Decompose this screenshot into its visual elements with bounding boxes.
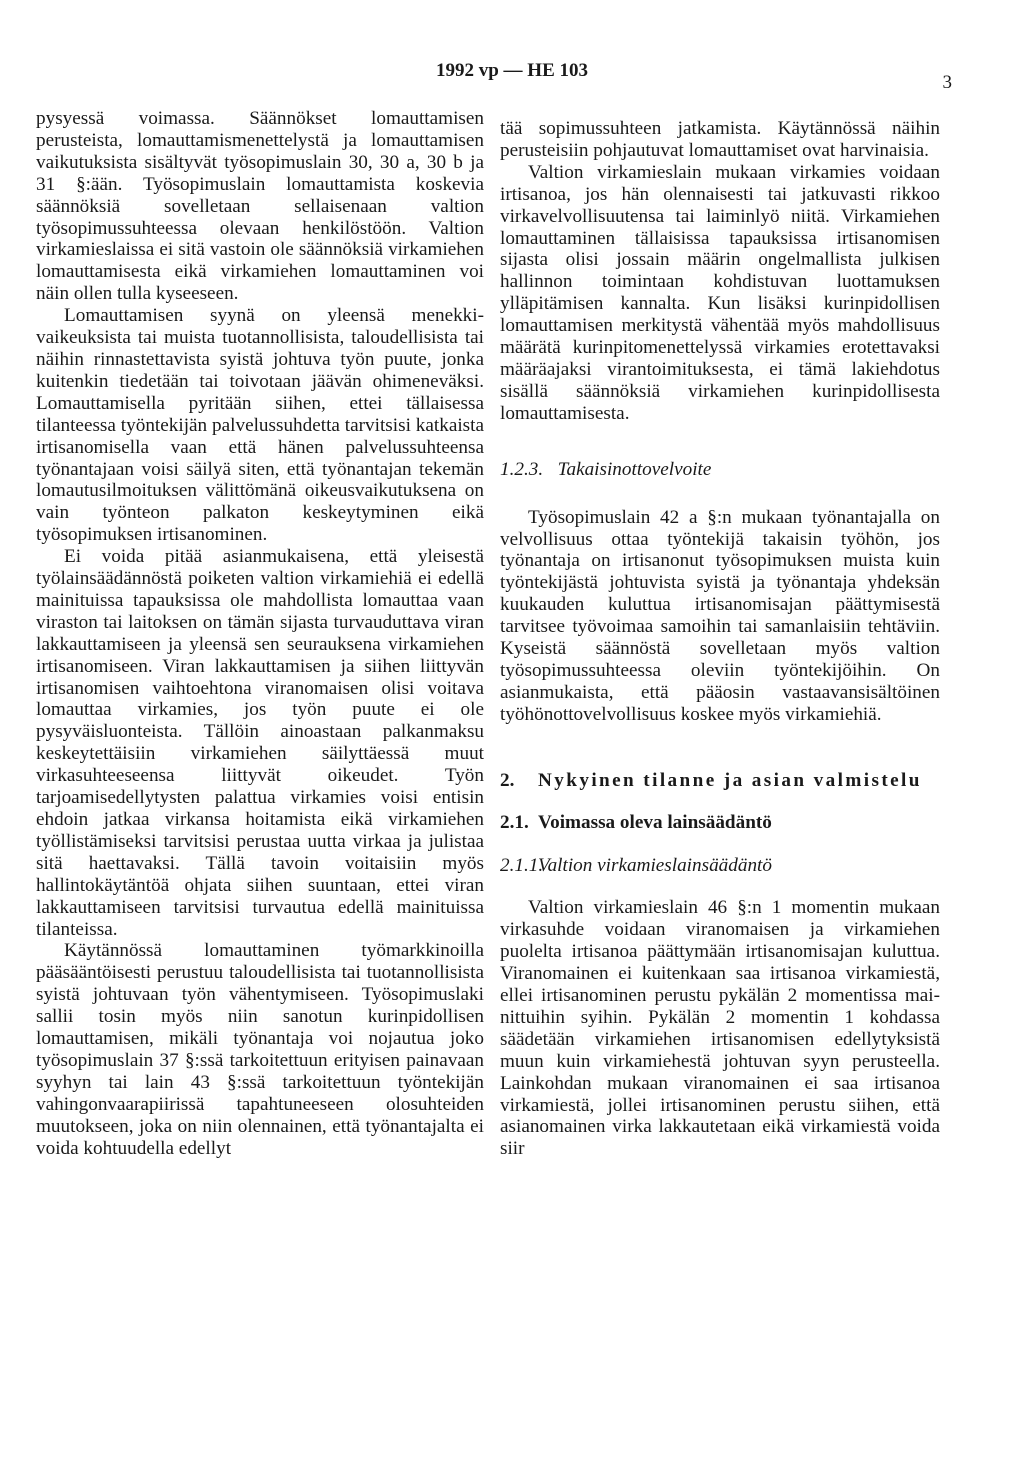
document-title: 1992 vp — HE 103 [435,60,589,81]
section-number: 2.1. [500,811,529,833]
paragraph: Valtion virkamieslain mukaan virkamies voidaan irtisanoa, jos hän olennaisesti tai jatkuvasti rikkoo virkavelvollisuutensa tai laiminlyö niitä. Virkamiehen lomauttaminen tällaisissa tapauksissa irtisanomisen sijasta olisi jossain määrin ongelmallista julkisen hallinnon toimintaan kohdistuvan luottamuksen ylläpitämisen kannalta. Kun lisäksi kurinpidollisen lomauttamisen merkitystä vähentää myös mahdollisuus määrätä kurinpitomenettelyssä virkamies erotettavaksi määräajaksi virantoimituksesta, ei tämä lakiehdotus sisällä säännöksiä virkamiehen kurinpidollisesta lomauttamisesta. [500,161,940,424]
section-title: Voimassa oleva lainsäädäntö [538,811,772,833]
subsection-title: Takaisinottovelvoite [557,458,712,480]
subsection-number: 1.2.3. [500,458,544,480]
subsection-heading-1-2-3 [500,459,940,481]
paragraph: Työsopimuslain 42 a §:n mukaan työnantajalla on velvollisuus ottaa työntekijä takaisin työhön, jos työnantaja on irtisanonut työsopimuksen muista kuin työntekijästä johtuvista syistä ja työnantaja yhdeksän kuukauden kuluttua irtisanomisajan päättymisestä tarvitsee työvoimaa samoihin tai samanlaisiin tehtäviin. Kyseistä säännöstä sovelletaan myös valtion työsopimussuhteessa oleviin työntekijöihin. On asianmukaista, että pääosin vastaavansisältöinen työhönottovelvollisuus koskee myös virkamiehiä. [500,506,940,725]
section-heading-2-1 [500,812,940,834]
right-column [500,118,940,1160]
paragraph: Ei voida pitää asianmukaisena, että yleisestä työlainsäädännöstä poiketen valtion virkamiehiä ei edellä mainituissa tapauksissa ole mahdollista lomauttaa vaan viraston tai laitoksen on tämän sijasta turvauduttava viran lakkauttamiseen ja yleensä sen seurauksena virkamiehen irtisanomiseen. Viran lakkauttamisen ja siihen liittyvän irtisanomisen vaihtoehtona viranomaisen olisi voitava lomauttaa virkamies, jos työn puute ei ole pysyväisluonteista. Tällöin ainoastaan palkanmaksu keskeytettäisiin virkamiehen säilyttäessä muut virkasuhteeseensa liittyvät oikeudet. Työn tarjoamisedellytysten palattua virkamies voisi entisin ehdoin jatkaa virkansa hoitamista eikä virkamiehen työllistämiseksi tarvitsisi perustaa uutta virkaa ja julistaa sitä haettavaksi. Tällä tavoin voitaisiin myös hallintokäytäntöä ohjata siihen suuntaan, ettei viran lakkauttamiseen tarvitsisi turvautua edellä mainituissa tilanteissa. [36,546,484,940]
section-number: 2. [500,769,515,791]
paragraph: pysyessä voimassa. Säännökset lomauttamisen perusteista, lomauttamismenettelystä ja lomauttamisen vaikutuksista sisältyvät työsopimuslain 30, 30 a, 30 b ja 31 §:ään. Työsopimuslain lomauttamista koskevia säännöksiä sovelletaan sellaisenaan valtion työsopimussuhteessa olevaan henkilöstöön. Valtion virkamieslaissa ei sitä vastoin ole säännöksiä virkamiehen lomauttamisesta eikä virkamiehen lomauttaminen voi näin ollen tulla kyseeseen. [36,108,484,305]
paragraph: Valtion virkamieslain 46 §:n 1 momentin mukaan virkasuhde voidaan viranomaisen ja virkamiehen puolelta irtisanoa päättymään irtisanomisajan kuluttua. Viranomainen ei kuitenkaan saa irtisanoa virkamiestä, ellei irtisanominen perustu pykälän 2 momentissa mainittuihin syihin. Pykälän 2 momentin 1 kohdassa säädetään virkamiehen irtisanomisen edellytyksistä muun kuin virkamiehestä johtuvan syyn perusteella. Lainkohdan mukaan viranomainen ei saa irtisanoa virkamiestä, jollei irtisanominen perustu siihen, että asianomainen virka lakkautetaan eikä virkamiestä voida siir [500,897,940,1160]
section-heading-2-1-1 [500,855,940,877]
section-heading-2 [500,770,940,792]
paragraph: Käytännössä lomauttaminen työmarkkinoilla pääsääntöisesti perustuu taloudellisista tai tuotannollisista syistä johtuvaan työn vähentymiseen. Työsopimuslaki sallii tosin myös niin sanotun kurinpidollisen lomauttamisen, mikäli työnantaja voi nojautua joko työsopimuslain 37 §:ssä tarkoitettuun erityisen painavaan syyhyn tai lain 43 §:ssä tarkoitettuun työntekijän vahingonvaarapiirissä tapahtuneeseen olosuhteiden muutokseen, joka on niin olennainen, että työnantajalta ei voida kohtuudella edellyt [36,940,484,1159]
page-header [0,60,1024,93]
section-number: 2.1.1. [500,855,544,877]
page-number: 3 [942,72,952,93]
section-title: Nykyinen tilanne ja asian valmistelu [538,769,922,791]
paragraph: tää sopimussuhteen jatkamista. Käytännössä näihin perusteisiin pohjautuvat lomauttamiset ovat harvinaisia. [500,118,940,161]
left-column [36,108,484,1160]
section-title: Valtion virkamieslainsäädäntö [538,855,772,877]
paragraph: Lomauttamisen syynä on yleensä menekkivaikeuksista tai muista tuotannollisista, taloudellisista tai näihin rinnastettavista syistä johtuva työn puute, jonka kuitenkin tiedetään tai toivotaan jäävän ohimeneväksi. Lomauttamisella pyritään siihen, ettei tällaisessa tilanteessa työntekijän palvelussuhdetta tarvitsisi katkaista irtisanomisella vaan että hänen palvelussuhteensa työnantajaan voisi säilyä siten, että työnantajan tekemän lomautusilmoituksen välittömänä oikeusvaikutuksena on vain työnteon palkaton keskeytyminen eikä työsopimuksen irtisanominen. [36,305,484,546]
